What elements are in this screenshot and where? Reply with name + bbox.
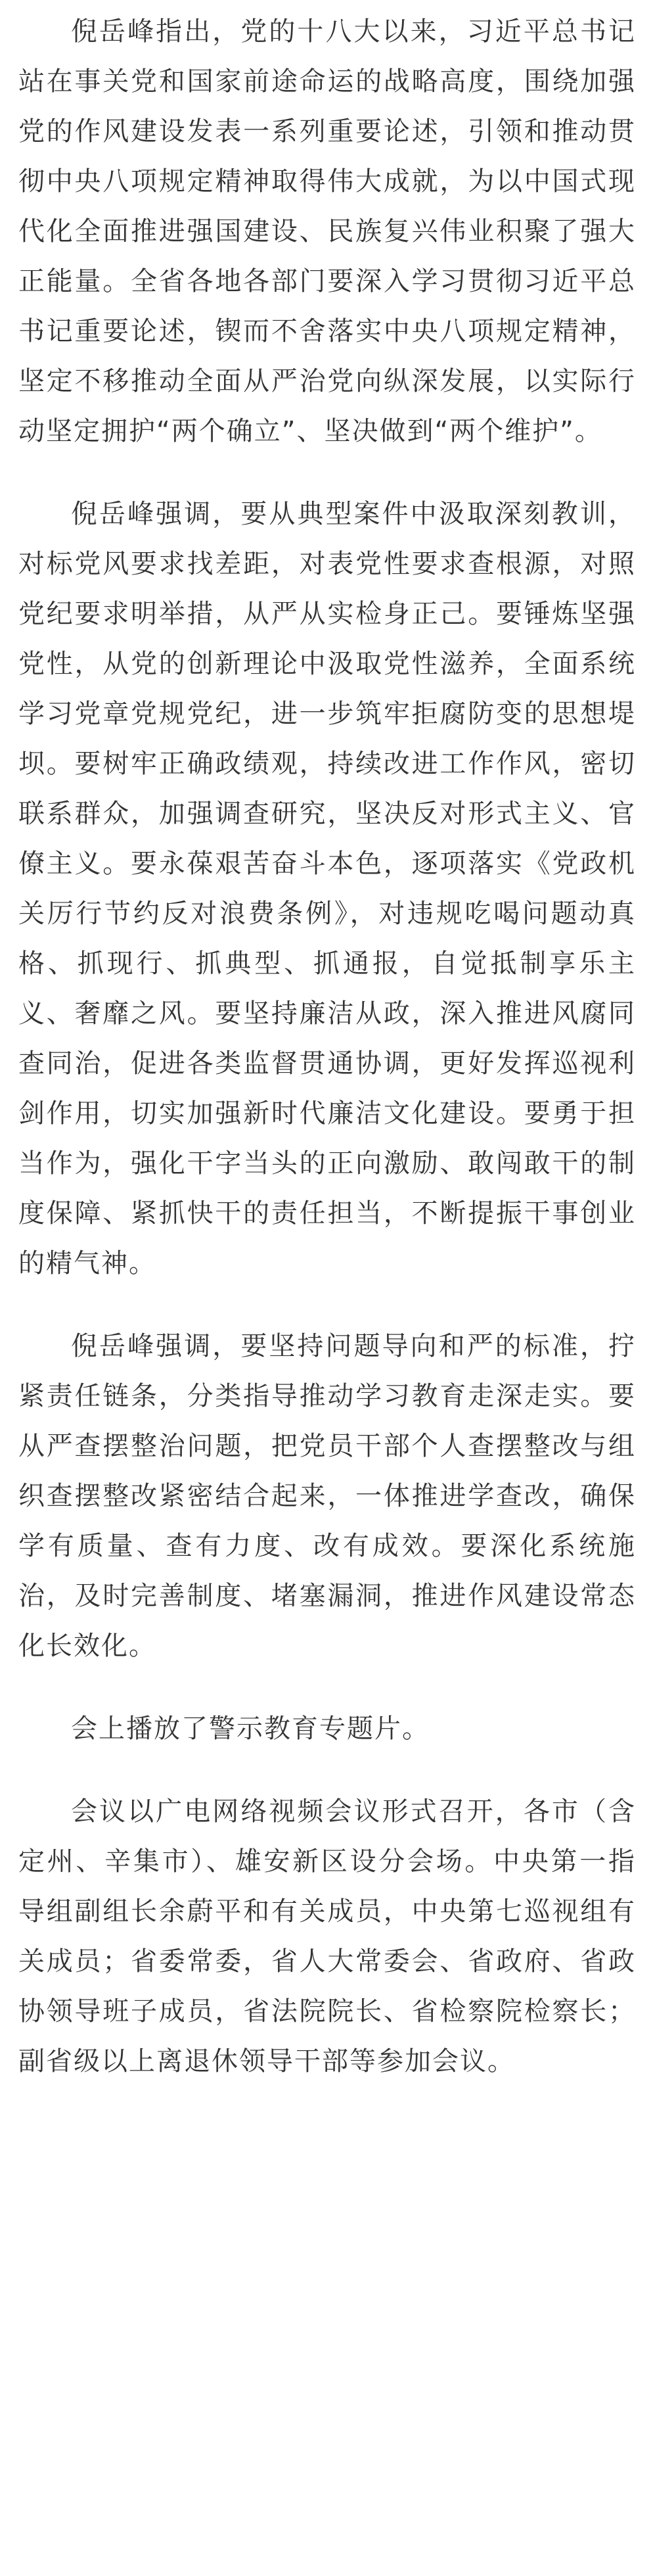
paragraph-3: 倪岳峰强调，要坚持问题导向和严的标准，拧紧责任链条，分类指导推动学习教育走深走实。要从严查摆整治问题，把党员干部个人查摆整改与组织查摆整改紧密结合起来，一体推进学查改，确保学有质量、查有力度、改有成效。要深化系统施治，及时完善制度、堵塞漏洞，推进作风建设常态化长效化。 [18, 1331, 636, 1661]
paragraph-4: 会上播放了警示教育专题片。 [71, 1714, 430, 1744]
paragraph-2: 倪岳峰强调，要从典型案件中汲取深刻教训，对标党风要求找差距，对表党性要求查根源，对照党纪要求明举措，从严从实检身正己。要锤炼坚强党性，从党的创新理论中汲取党性滋养，全面系统学习党章党规党纪，进一步筑牢拒腐防变的思想堤坝。要树牢正确政绩观，持续改进工作作风，密切联系群众，加强调查研究，坚决反对形式主义、官僚主义。要永葆艰苦奋斗本色，逐项落实《党政机关厉行节约反对浪费条例》，对违规吃喝问题动真格、抓现行、抓典型、抓通报，自觉抵制享乐主义、奢靡之风。要坚持廉洁从政，深入推进风腐同查同治，促进各类监督贯通协调，更好发挥巡视利剑作用，切实加强新时代廉洁文化建设。要勇于担当作为，强化干字当头的正向激励、敢闯敢干的制度保障、紧抓快干的责任担当，不断提振干事创业的精气神。 [18, 499, 636, 1278]
paragraph-5: 会议以广电网络视频会议形式召开，各市（含定州、辛集市）、雄安新区设分会场。中央第一指导组副组长余蔚平和有关成员，中央第七巡视组有关成员；省委常委，省人大常委会、省政府、省政协领导班子成员，省法院院长、省检察院检察长；副省级以上离退休领导干部等参加会议。 [18, 1796, 636, 2076]
paragraph-1: 倪岳峰指出，党的十八大以来，习近平总书记站在事关党和国家前途命运的战略高度，围绕加强党的作风建设发表一系列重要论述，引领和推动贯彻中央八项规定精神取得伟大成就，为以中国式现代化全面推进强国建设、民族复兴伟业积聚了强大正能量。全省各地各部门要深入学习贯彻习近平总书记重要论述，锲而不舍落实中央八项规定精神，坚定不移推动全面从严治党向纵深发展，以实际行动坚定拥护“两个确立”、坚决做到“两个维护”。 [18, 16, 636, 446]
article-body [18, 0, 636, 2086]
